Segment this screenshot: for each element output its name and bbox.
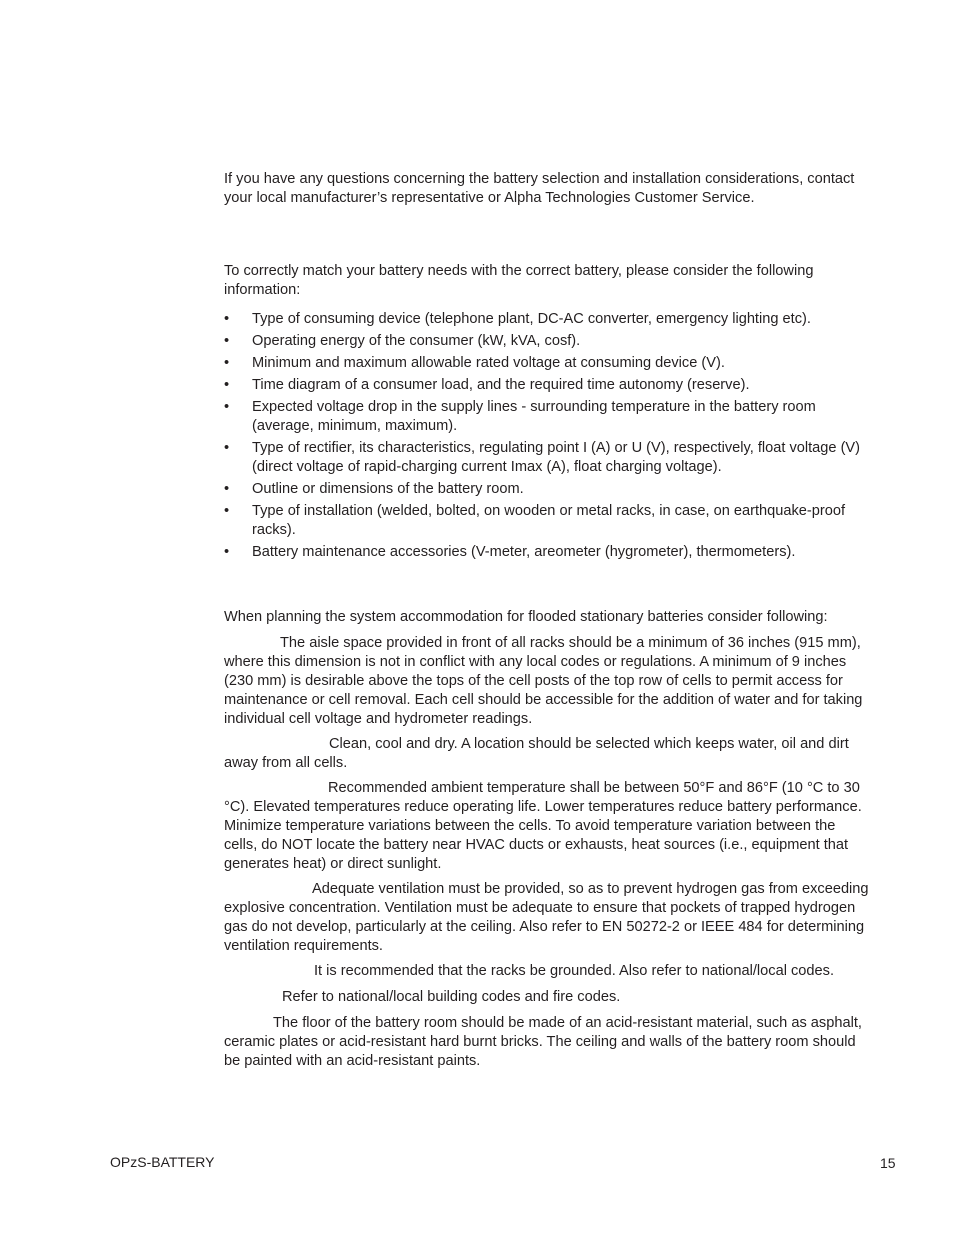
ventilation-paragraph: Adequate ventilation must be provided, so as to prevent hydrogen gas from exceeding explosive concentration. Ventilation must be adequate to ensure that pockets of trapped hydrogen gas do not develop, particularly at the ceiling. Also refer to EN 50272-2 or IEEE 484 for determining ventilation requirements. (224, 881, 869, 954)
aisle-space-paragraph: The aisle space provided in front of all racks should be a minimum of 36 inches (915 mm), where this dimension is not in conflict with any local codes or regulations. A minimum of 9 inches (230 mm) is desirable above the tops of the cell posts of the top row of cells to permit access for maintenance or cell removal. Each cell should be accessible for the addition of water and for taking individual cell voltage and hydrometer readings. (224, 635, 863, 727)
list-item (224, 398, 872, 436)
bullet-icon: • (224, 481, 230, 497)
bullet-icon: • (224, 355, 230, 371)
footer-page-number: 15 (880, 1155, 896, 1171)
match-intro-paragraph: To correctly match your battery needs with the correct battery, please consider the following information: (224, 263, 814, 298)
bullet-icon: • (224, 503, 230, 519)
bullet-icon: • (224, 544, 230, 560)
grounding-paragraph: It is recommended that the racks be grounded. Also refer to national/local codes. (314, 963, 834, 979)
list-item-text: Time diagram of a consumer load, and the required time autonomy (reserve). (252, 377, 750, 393)
list-item-text: Outline or dimensions of the battery room. (252, 481, 524, 497)
considerations-list (224, 310, 872, 565)
list-item (224, 502, 872, 540)
bullet-icon: • (224, 377, 230, 393)
location-paragraph: Clean, cool and dry. A location should be selected which keeps water, oil and dirt away from all cells. (224, 736, 849, 771)
bullet-icon: • (224, 311, 230, 327)
list-item-text: Type of consuming device (telephone plant, DC-AC converter, emergency lighting etc). (252, 311, 811, 327)
bullet-icon: • (224, 440, 230, 456)
codes-paragraph: Refer to national/local building codes and fire codes. (282, 989, 621, 1005)
list-item (224, 354, 872, 373)
list-item (224, 376, 872, 395)
bullet-icon: • (224, 399, 230, 415)
intro-paragraph: If you have any questions concerning the battery selection and installation considerations, contact your local manufacturer’s representative or Alpha Technologies Customer Service. (224, 171, 855, 206)
floor-paragraph: The floor of the battery room should be made of an acid-resistant material, such as asphalt, ceramic plates or acid-resistant hard burnt bricks. The ceiling and walls of the battery room should be painted with an acid-resistant paints. (224, 1015, 862, 1069)
list-item (224, 310, 872, 329)
list-item-text: Type of rectifier, its characteristics, regulating point I (A) or U (V), respectively, float voltage (V) (direct voltage of rapid-charging current Imax (A), float charging voltage). (252, 440, 861, 475)
list-item-text: Type of installation (welded, bolted, on wooden or metal racks, in case, on earthquake-proof racks). (252, 503, 846, 538)
footer-document-name: OPzS-BATTERY (110, 1154, 215, 1170)
list-item (224, 439, 872, 477)
planning-intro-paragraph: When planning the system accommodation for flooded stationary batteries consider following: (224, 609, 828, 625)
list-item-text: Expected voltage drop in the supply lines - surrounding temperature in the battery room (average, minimum, maximum). (252, 399, 816, 434)
list-item-text: Minimum and maximum allowable rated voltage at consuming device (V). (252, 355, 725, 371)
list-item (224, 480, 872, 499)
bullet-icon: • (224, 333, 230, 349)
list-item (224, 332, 872, 351)
list-item-text: Operating energy of the consumer (kW, kVA, cosf). (252, 333, 581, 349)
temperature-paragraph: Recommended ambient temperature shall be between 50°F and 86°F (10 °C to 30 °C). Elevated temperatures reduce operating life. Lower temperatures reduce battery performance. Minimize temperature variations between the cells. To avoid temperature variation between the cells, do NOT locate the battery near HVAC ducts or exhausts, heat sources (i.e., equipment that generates heat) or direct sunlight. (224, 780, 862, 872)
list-item (224, 543, 872, 562)
list-item-text: Battery maintenance accessories (V-meter, areometer (hygrometer), thermometers). (252, 544, 796, 560)
